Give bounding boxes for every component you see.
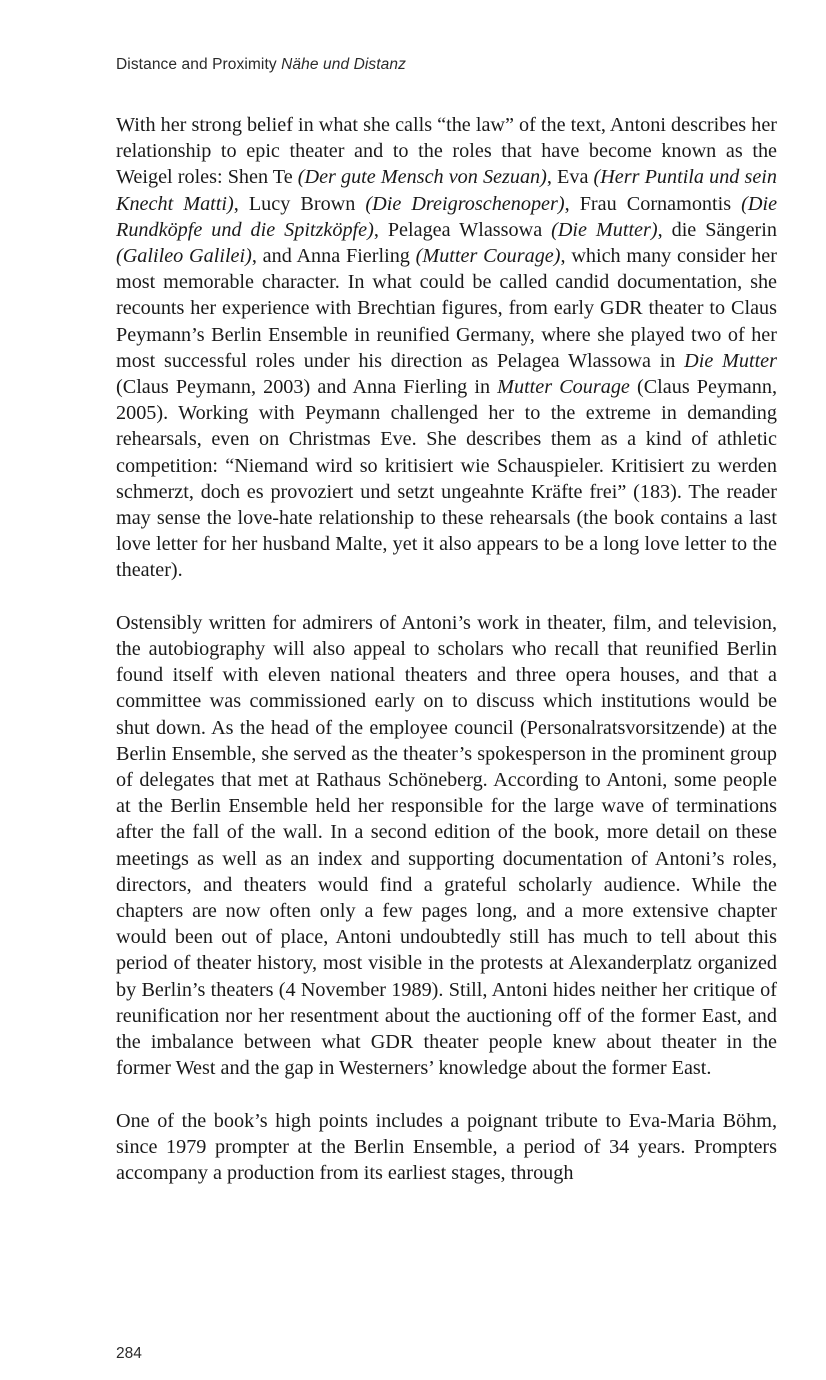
- p1-text-1: With her strong belief in what she calls “the law” of the text, Antoni describes her relationship to epic theater and to the roles that have become known as the Weigel roles: Shen Te: [116, 114, 777, 189]
- article-body: [116, 112, 777, 1212]
- running-head-english: Distance and Proximity: [116, 56, 277, 73]
- paragraph-1: [116, 112, 777, 584]
- paragraph-2: Ostensibly written for admirers of Antoni’s work in theater, film, and television, the autobiography will also appeal to scholars who recall that reunified Berlin found itself with eleven national theaters and three opera houses, and that a committee was commissioned early on to discuss which institutions would be shut down. As the head of the employee council (Personalratsvorsitzende) at the Berlin Ensemble, she served as the theater’s spokesperson in the prominent group of delegates that met at Rathaus Schöneberg. According to Antoni, some people at the Berlin Ensemble held her responsible for the large wave of terminations after the fall of the wall. In a second edition of the book, more detail on these meetings as well as an index and supporting documentation of Antoni’s roles, directors, and theaters would find a grateful scholarly audience. While the chapters are now often only a few pages long, and a more extensive chapter would been out of place, Antoni undoubtedly still has much to tell about this period of theater history, most visible in the protests at Alexanderplatz organized by Berlin’s theaters (4 November 1989). Still, Antoni hides neither her critique of reunification nor her resentment about the auctioning off of the former East, and the imbalance between what GDR theater people knew about theater in the former West and the gap in Westerners’ knowledge about the former East.: [116, 611, 777, 1080]
- page-number: 284: [116, 1345, 142, 1362]
- p1-title-6: (Galileo Galilei): [116, 245, 252, 268]
- p1-title-1: (Der gute Mensch von Sezuan): [297, 166, 547, 189]
- p1-text-2: , Eva: [546, 166, 594, 189]
- p1-text-3: , Lucy Brown: [233, 192, 366, 215]
- p1-title-3: (Die Dreigroschenoper): [365, 192, 565, 215]
- p1-text-6: , die Sängerin: [657, 218, 777, 241]
- p1-title-9: Mutter Courage: [497, 376, 630, 399]
- p1-title-5: (Die Mutter): [551, 218, 658, 241]
- p1-text-8: , which many consider her most memorable character. In what could be called candid documentation, she recounts her experience with Brechtian figures, from early GDR theater to Claus Peymann’s Berlin Ensemble in reunified Germany, where she played two of her most successful roles under his direction as Pelagea Wlassowa in: [116, 245, 777, 372]
- p1-title-2: (Herr Puntila und sein Knecht Matti): [116, 166, 777, 215]
- p1-text-9: (Claus Peymann, 2003) and Anna Fierling in: [116, 376, 498, 399]
- p1-title-4: (Die Rundköpfe und die Spitzköpfe): [116, 192, 778, 241]
- p1-text-10: (Claus Peymann, 2005). Working with Peymann challenged her to the extreme in demanding rehearsals, even on Christmas Eve. She describes them as a kind of athletic competition: “Niemand wird so kritisiert wie Schauspieler. Kritisiert zu werden schmerzt, doch es provoziert und setzt ungeahnte Kräfte frei” (183). The reader may sense the love-hate relationship to these rehearsals (the book contains a last love letter for her husband Malte, yet it also appears to be a long love letter to the theater).: [116, 376, 777, 582]
- running-head: [116, 56, 406, 74]
- p1-title-7: (Mutter Courage): [415, 245, 561, 268]
- p1-text-7: , and Anna Fierling: [251, 245, 416, 268]
- p1-title-8: Die Mutter: [684, 349, 777, 372]
- p1-text-4: , Frau Cornamontis: [564, 192, 742, 215]
- running-head-german: Nähe und Distanz: [281, 56, 406, 73]
- p1-text-5: , Pelagea Wlassowa: [373, 218, 552, 241]
- paragraph-3: One of the book’s high points includes a poignant tribute to Eva-Maria Böhm, since 1979 prompter at the Berlin Ensemble, a period of 34 years. Prompters accompany a production from its earliest stages, through: [116, 1109, 777, 1185]
